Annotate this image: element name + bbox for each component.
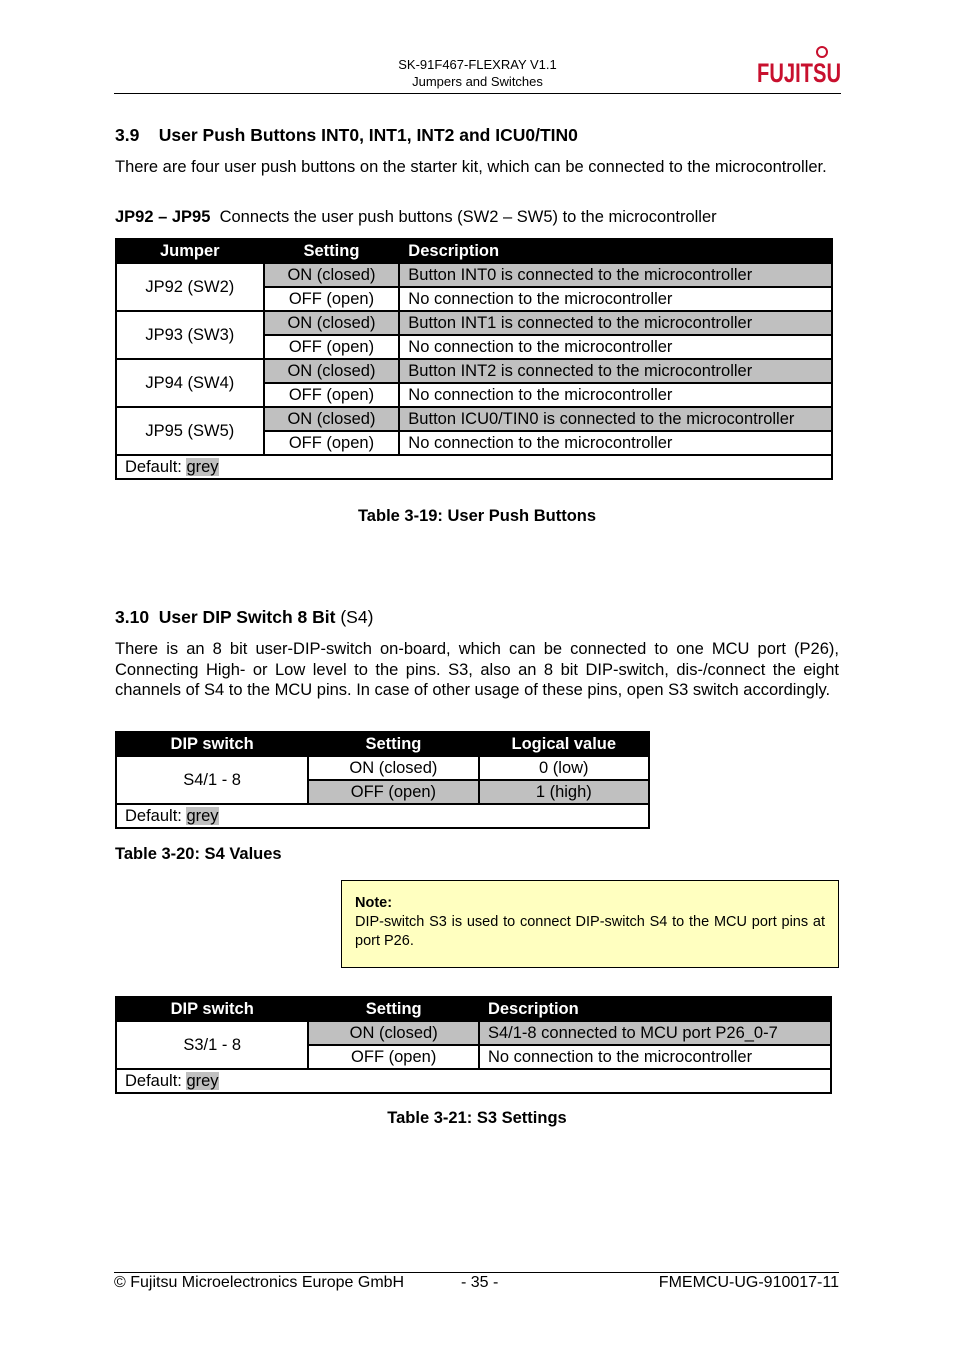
table-row xyxy=(116,1021,831,1045)
jumper-desc: Connects the user push buttons (SW2 – SW5) to the microcontroller xyxy=(219,208,717,226)
default-cell xyxy=(116,804,649,828)
setting-cell: OFF (open) xyxy=(308,1045,479,1069)
table-caption: Table 3-21: S3 Settings xyxy=(387,1109,567,1127)
description-cell: No connection to the microcontroller xyxy=(399,287,832,311)
default-value: grey xyxy=(186,457,219,476)
table-row xyxy=(116,756,649,780)
setting-cell: OFF (open) xyxy=(264,287,400,311)
logo-text: FUJITSU xyxy=(757,58,841,88)
table-row xyxy=(116,311,832,335)
footer-doc-id: FMEMCU-UG-910017-11 xyxy=(658,1274,839,1291)
heading-suffix: (S4) xyxy=(335,607,374,627)
description-cell: No connection to the microcontroller xyxy=(399,335,832,359)
default-cell xyxy=(116,1069,831,1093)
col-header: Description xyxy=(479,997,831,1021)
page-footer xyxy=(114,1272,839,1291)
jumper-label: JP92 – JP95 xyxy=(115,208,211,226)
jumper-cell: JP93 (SW3) xyxy=(116,311,264,359)
table-s4-values xyxy=(115,731,650,829)
table-default-row xyxy=(116,804,649,828)
col-header: Setting xyxy=(308,997,479,1021)
setting-cell: OFF (open) xyxy=(264,431,400,455)
description-cell: S4/1-8 connected to MCU port P26_0-7 xyxy=(479,1021,831,1045)
setting-cell: ON (closed) xyxy=(264,311,400,335)
default-cell xyxy=(116,455,832,479)
default-label: Default: xyxy=(125,806,187,825)
table-default-row xyxy=(116,1069,831,1093)
page-header xyxy=(114,57,841,94)
default-label: Default: xyxy=(125,457,187,476)
table-header-row xyxy=(116,997,831,1021)
table-default-row xyxy=(116,455,832,479)
jumper-cell: JP92 (SW2) xyxy=(116,263,264,311)
description-cell: Button INT1 is connected to the microcontroller xyxy=(399,311,832,335)
section-heading-3-9: 3.9 User Push Buttons INT0, INT1, INT2 and ICU0/TIN0 xyxy=(115,125,578,145)
table-caption: Table 3-19: User Push Buttons xyxy=(357,507,597,525)
description-cell: No connection to the microcontroller xyxy=(399,383,832,407)
col-header: DIP switch xyxy=(116,997,308,1021)
description-cell: Button INT2 is connected to the microcontroller xyxy=(399,359,832,383)
description-cell: Button INT0 is connected to the microcontroller xyxy=(399,263,832,287)
setting-cell: OFF (open) xyxy=(308,780,478,804)
section-paragraph: There is an 8 bit user-DIP-switch on-board, which can be connected to one MCU port (P26), Connecting High- or Low level to the pins. S3, also an 8 bit DIP-switch, dis-/connect the eight channels of S4 to the MCU pins. In case of other usage of these pins, open S3 switch accordingly. xyxy=(115,640,839,699)
footer-copyright: © Fujitsu Microelectronics Europe GmbH xyxy=(114,1274,405,1291)
header-doc-title: SK-91F467-FLEXRAY V1.1 xyxy=(398,57,557,72)
page-number: - 35 - xyxy=(461,1274,499,1291)
setting-cell: OFF (open) xyxy=(264,383,400,407)
setting-cell: ON (closed) xyxy=(308,756,478,780)
heading-bold: 3.10 User DIP Switch 8 Bit xyxy=(115,607,336,627)
description-cell: No connection to the microcontroller xyxy=(479,1045,831,1069)
col-header: Setting xyxy=(264,239,400,263)
note-title: Note: xyxy=(355,895,393,911)
table-user-push-buttons xyxy=(115,238,833,480)
jumper-cell: JP94 (SW4) xyxy=(116,359,264,407)
col-header: DIP switch xyxy=(116,732,308,756)
description-cell: No connection to the microcontroller xyxy=(399,431,832,455)
switch-cell: S4/1 - 8 xyxy=(116,756,308,804)
default-value: grey xyxy=(186,1071,219,1090)
default-label: Default: xyxy=(125,1071,187,1090)
value-cell: 1 (high) xyxy=(479,780,649,804)
col-header: Logical value xyxy=(479,732,649,756)
fujitsu-logo xyxy=(755,44,843,90)
col-header: Setting xyxy=(308,732,478,756)
col-header: Description xyxy=(399,239,832,263)
table-header-row xyxy=(116,239,832,263)
jumper-line xyxy=(115,207,839,228)
note-text: DIP-switch S3 is used to connect DIP-switch S4 to the MCU port pins at port P26. xyxy=(355,914,825,949)
section-intro: There are four user push buttons on the starter kit, which can be connected to the microcontroller. xyxy=(115,158,827,176)
table-row xyxy=(116,407,832,431)
switch-cell: S3/1 - 8 xyxy=(116,1021,308,1069)
section-heading-3-10 xyxy=(115,607,373,628)
table-s3-settings xyxy=(115,996,832,1094)
table-caption: Table 3-20: S4 Values xyxy=(115,845,282,863)
setting-cell: ON (closed) xyxy=(264,263,400,287)
table-row xyxy=(116,263,832,287)
jumper-cell: JP95 (SW5) xyxy=(116,407,264,455)
note-box xyxy=(341,880,839,968)
col-header: Jumper xyxy=(116,239,264,263)
description-cell: Button ICU0/TIN0 is connected to the microcontroller xyxy=(399,407,832,431)
setting-cell: OFF (open) xyxy=(264,335,400,359)
setting-cell: ON (closed) xyxy=(264,407,400,431)
table-row xyxy=(116,359,832,383)
setting-cell: ON (closed) xyxy=(308,1021,479,1045)
header-section-title: Jumpers and Switches xyxy=(412,74,543,89)
setting-cell: ON (closed) xyxy=(264,359,400,383)
default-value: grey xyxy=(186,806,219,825)
value-cell: 0 (low) xyxy=(479,756,649,780)
table-header-row xyxy=(116,732,649,756)
